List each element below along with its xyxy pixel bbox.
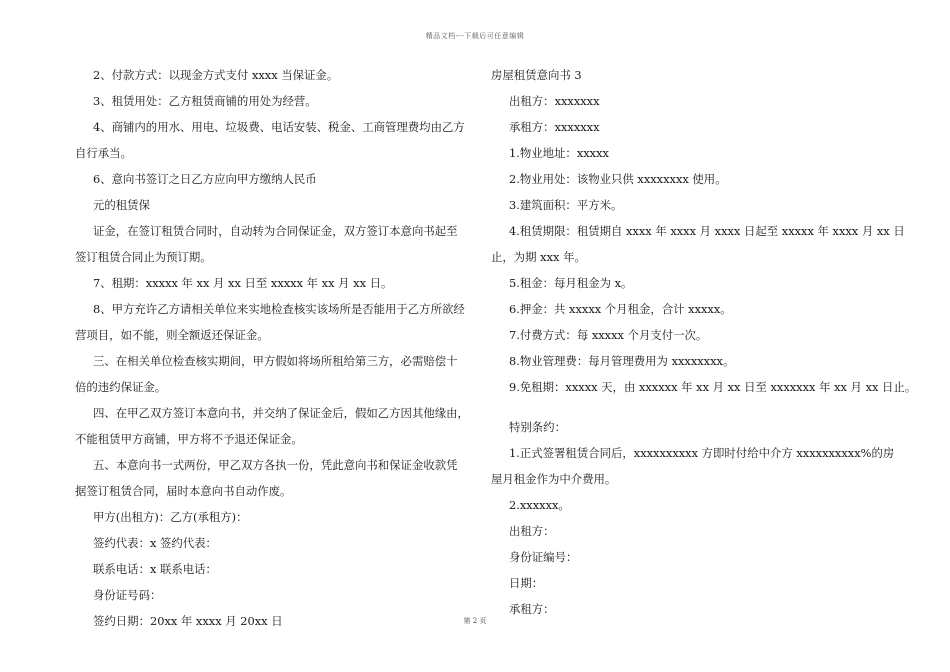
item-rent: 5.租金：每月租金为 x。 bbox=[509, 276, 633, 290]
item-address: 1.物业地址：xxxxx bbox=[509, 146, 609, 160]
special-terms-heading: 特别条约： bbox=[509, 420, 566, 434]
clause-lease-purpose: 3、租赁用处：乙方租赁商铺的用处为经营。 bbox=[93, 94, 317, 108]
clause-deposit-cont: 元的租赁保 bbox=[93, 198, 150, 212]
clause-no-refund: 四、在甲乙双方签订本意向书，并交纳了保证金后，假如乙方因其他缘由， bbox=[93, 406, 469, 420]
item-deposit: 6.押金：共 xxxxx 个月租金，合计 xxxxx。 bbox=[509, 302, 732, 316]
date-line: 日期： bbox=[509, 576, 544, 590]
page-header: 精品文档---下载后可任意编辑 bbox=[425, 32, 525, 40]
section-title: 房屋租赁意向书 3 bbox=[491, 68, 582, 82]
lessee-sign-line: 承租方： bbox=[509, 602, 555, 616]
clause-inspection: 8、甲方充许乙方请相关单位来实地检查核实该场所是否能用于乙方所欲经 bbox=[93, 302, 465, 316]
item-usage: 2.物业用处：该物业只供 xxxxxxxx 使用。 bbox=[509, 172, 727, 186]
special-term-2: 2.xxxxxx。 bbox=[509, 498, 570, 512]
signatory-line: 签约代表：x 签约代表： bbox=[93, 536, 217, 550]
lessee-line: 承租方：xxxxxxx bbox=[509, 120, 600, 134]
id-number-line: 身份证号码： bbox=[93, 588, 162, 602]
clause-copies: 五、本意向书一式两份，甲乙双方各执一份，凭此意向书和保证金收款凭 bbox=[93, 458, 458, 472]
clause-deposit-cont: 证金，在签订租赁合同时，自动转为合同保证金，双方签订本意向书起至 bbox=[93, 224, 458, 238]
item-lease-period-cont: 止，为期 xxx 年。 bbox=[491, 250, 586, 264]
item-rent-free: 9.免租期：xxxxx 天，由 xxxxxx 年 xx 月 xx 日至 xxxxxxx 年 xx 月 xx 日止。 bbox=[509, 380, 917, 394]
phone-line: 联系电话：x 联系电话： bbox=[93, 562, 217, 576]
clause-lease-term: 7、租期：xxxxx 年 xx 月 xx 日至 xxxxx 年 xx 月 xx 日。 bbox=[93, 276, 393, 290]
clause-payment-method: 2、付款方式：以现金方式支付 xxxx 当保证金。 bbox=[93, 68, 339, 82]
clause-utilities-cont: 自行承当。 bbox=[75, 146, 132, 160]
parties-line: 甲方(出租方)：乙方(承租方)： bbox=[93, 510, 248, 524]
special-term-1-cont: 屋月租金作为中介费用。 bbox=[491, 472, 617, 486]
lessor-sign-line: 出租方： bbox=[509, 524, 555, 538]
page-number: 第 2 页 bbox=[463, 617, 487, 625]
clause-penalty: 三、在相关单位检查核实期间，甲方假如将场所租给第三方，必需赔偿十 bbox=[93, 354, 458, 368]
id-no-line: 身份证编号： bbox=[509, 550, 578, 564]
clause-utilities: 4、商铺内的用水、用电、垃圾费、电话安装、税金、工商管理费均由乙方 bbox=[93, 120, 465, 134]
clause-penalty-cont: 倍的违约保证金。 bbox=[75, 380, 167, 394]
clause-deposit-cont: 签订租赁合同止为预订期。 bbox=[75, 250, 212, 264]
clause-deposit: 6、意向书签订之日乙方应向甲方缴纳人民币 bbox=[93, 172, 317, 186]
sign-date-line: 签约日期：20xx 年 xxxx 月 20xx 日 bbox=[93, 614, 283, 628]
clause-no-refund-cont: 不能租赁甲方商铺，甲方将不予退还保证金。 bbox=[75, 432, 303, 446]
item-management-fee: 8.物业管理费：每月管理费用为 xxxxxxxx。 bbox=[509, 354, 735, 368]
item-payment: 7.付费方式：每 xxxxx 个月支付一次。 bbox=[509, 328, 708, 342]
lessor-line: 出租方：xxxxxxx bbox=[509, 94, 600, 108]
clause-inspection-cont: 营项目，如不能，则全额返还保证金。 bbox=[75, 328, 269, 342]
item-area: 3.建筑面积：平方米。 bbox=[509, 198, 623, 212]
item-lease-period: 4.租赁期限：租赁期自 xxxx 年 xxxx 月 xxxx 日起至 xxxxx 年 xxxx 月 xx 日 bbox=[509, 224, 905, 238]
special-term-1: 1.正式签署租赁合同后，xxxxxxxxxx 方即时付给中介方 xxxxxxxxxx%的房 bbox=[509, 446, 895, 460]
clause-copies-cont: 据签订租赁合同，届时本意向书自动作废。 bbox=[75, 484, 292, 498]
